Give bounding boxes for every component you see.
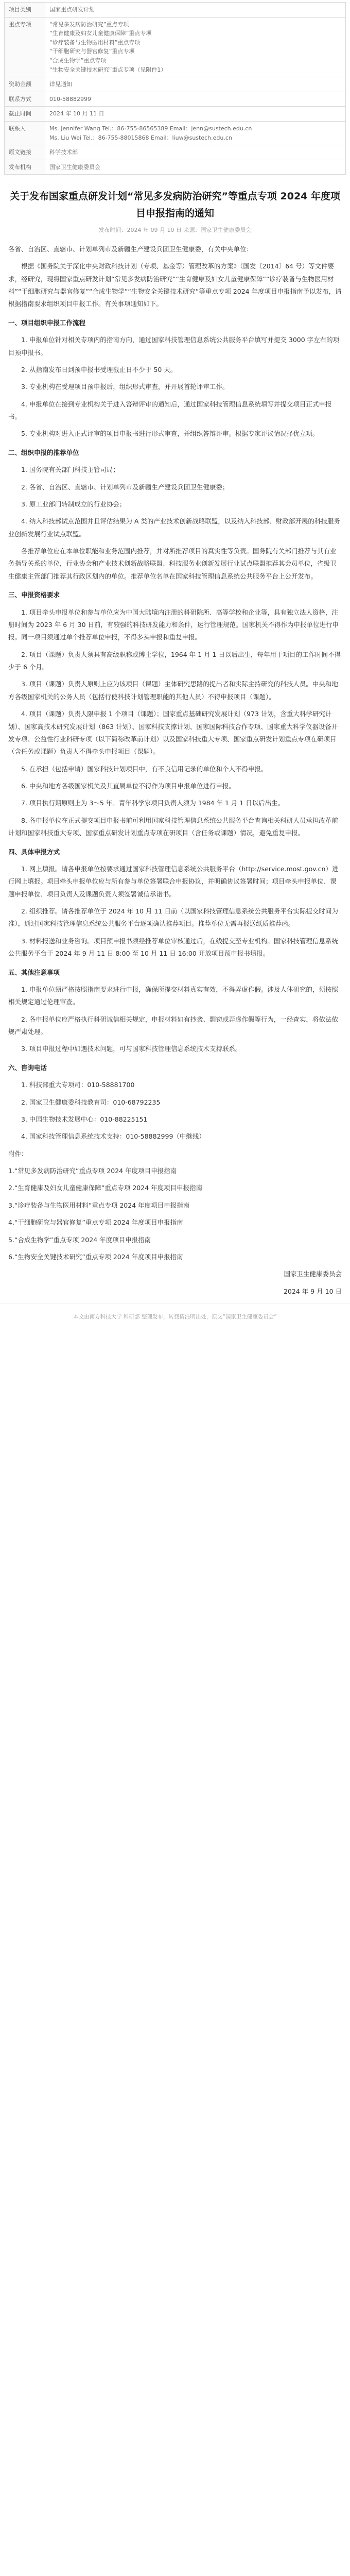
body-paragraph: 1. 项目牵头申报单位和参与单位应为中国大陆境内注册的科研院所、高等学校和企业等，具有独立法人资格，注册时间为 2023 年 6 月 30 日前，有较强的科技研发能力和条件，运行管理规范。国家机关不得作为申报单位进行申报。同一项目须通过单个推荐单位申报，不得多头申报和重复申报。 xyxy=(8,608,339,641)
body-paragraph: 3.“诊疗装备与生物医用材料”重点专项 2024 年度项目申报指南 xyxy=(8,1201,190,1209)
body-paragraph: 1.“常见多发病防治研究”重点专项 2024 年度项目申报指南 xyxy=(8,1167,177,1175)
body-paragraph: 1. 申报单位须严格按照指南要求进行申报，确保所提交材料真实有效，不得弄虚作假。涉及人体研究的，须按照相关规定通过伦理审查。 xyxy=(8,985,338,1006)
body-paragraph: 4. 申报单位在接到专业机构关于进入答辩评审的通知后，通过国家科技管理信息系统填写并提交项目正式申报书。 xyxy=(8,400,332,421)
body-paragraph: 5. 专业机构对进入正式评审的项目申报书进行形式审查，并组织答辩评审。根据专家评议情况择优立项。 xyxy=(21,430,319,438)
notice-title: 关于发布国家重点研发计划“常见多发病防治研究”等重点专项 2024 年度项目申报指南的通知 xyxy=(9,191,341,219)
meta-key: 联系方式 xyxy=(5,92,45,107)
body-paragraph: 根据《国务院关于深化中央财政科技计划（专项、基金等）管理改革的方案》（国发〔2014〕64 号）等文件要求，经研究，现将国家重点研发计划“常见多发病防治研究”“生育健康及妇女儿童健康保障”“诊疗装备与生物医用材料”“干细胞研究与器官修复”“合成生物学”“生物安全关键技术研究”等重点专项 2024 年度项目申报指南予以发布，请根据指南要求组织项目申报工作。有关事项通知如下。 xyxy=(8,262,342,308)
meta-key: 原文链接 xyxy=(5,145,45,160)
meta-row xyxy=(5,17,346,77)
body-paragraph: 3. 原工业部门转制成立的行业协会； xyxy=(21,500,126,508)
body-paragraph: 1. 申报单位针对相关专项内的指南方向，通过国家科技管理信息系统公共服务平台填写并提交 3000 字左右的项目预申报书。 xyxy=(8,336,340,357)
body-paragraph: 2.“生育健康及妇女儿童健康保障”重点专项 2024 年度项目申报指南 xyxy=(8,1184,203,1192)
body-paragraph: 2. 项目（课题）负责人须具有高级职称或博士学位，1964 年 1 月 1 日以后出生，每年用于项目的工作时间不得少于 6 个月。 xyxy=(8,650,341,671)
section-heading: 四、具体申报方式 xyxy=(8,848,60,856)
meta-row xyxy=(5,3,346,18)
meta-row xyxy=(5,121,346,145)
body-paragraph: 各省、自治区、直辖市、计划单列市及新疆生产建设兵团卫生健康委，有关中央单位： xyxy=(8,245,253,253)
body-paragraph: 4.“干细胞研究与器官修复”重点专项 2024 年度项目申报指南 xyxy=(8,1218,183,1227)
body-paragraph: 1. 国务院有关部门科技主管司局； xyxy=(21,466,119,474)
meta-value: “常见多发病防治研究”重点专项 “生育健康及妇女儿童健康保障”重点专项 “诊疗装备与生物医用材料”重点专项 “干细胞研究与器官修复”重点专项 “合成生物学”重点专项 “生物安全关键技术研究”重点专项（见附件1） xyxy=(45,17,346,77)
meta-value: Ms. Jennifer Wang Tel.：86-755-86565389 Email：jenn@sustech.edu.cn Ms. Liu Wei Tel.：86-755-88015868 Email：liuw@sustech.edu.cn xyxy=(45,121,346,145)
meta-key: 截止时间 xyxy=(5,107,45,122)
body-paragraph: 附件： xyxy=(8,1149,28,1158)
body-paragraph: 3. 项目申报过程中如遇技术问题，可与国家科技管理信息系统技术支持联系。 xyxy=(21,1045,242,1053)
notice-body xyxy=(0,243,350,1298)
body-paragraph: 5. 在承担（包括申请）国家科技计划项目中，有不良信用记录的单位和个人不得申报。 xyxy=(21,765,268,773)
body-paragraph: 各推荐单位应在本单位职能和业务范围内推荐，并对所推荐项目的真实性等负责。国务院有关部门推荐与其有业务指导关系的单位，行业协会和产业技术创新战略联盟、科技服务业创新发展行业试点联盟推荐其会员单位，省级卫生健康主管部门推荐其行政区划内的单位。推荐单位名单在国家科技管理信息系统公共服务平台上公开发布。 xyxy=(8,547,337,580)
meta-value: 2024 年 10 月 11 日 xyxy=(45,107,346,122)
section-heading: 六、咨询电话 xyxy=(8,1063,47,1072)
body-paragraph: 4. 纳入科技部试点范围并且评估结果为 A 类的产业技术创新战略联盟，以及纳入科技部、财政部开展的科技服务业创新发展行业试点联盟。 xyxy=(8,517,340,538)
meta-key: 联系人 xyxy=(5,121,45,145)
meta-key: 项目类别 xyxy=(5,3,45,18)
body-paragraph: 2. 从指南发布日到预申报书受理截止日不少于 50 天。 xyxy=(21,365,177,374)
publish-date: 发布时间：2024 年 09 月 10 日 来源：国家卫生健康委员会 xyxy=(98,226,252,233)
meta-key: 重点专项 xyxy=(5,17,45,77)
body-paragraph: 2. 各省、自治区、直辖市、计划单列市及新疆生产建设兵团卫生健康委； xyxy=(21,483,229,491)
page-footer: 本文由南方科技大学 科研部 整理发布，转载请注明出处，原文“国家卫生健康委员会” xyxy=(0,1303,350,1331)
body-paragraph: 3. 项目（课题）负责人原则上应为该项目（课题）主体研究思路的提出者和实际主持研究的科技人员。中央和地方各级国家机关的公务人员（包括行使科技计划管理职能的其他人员）不得申报项目（课题）。 xyxy=(8,680,338,701)
project-meta-table xyxy=(4,2,346,175)
body-paragraph: 2. 各申报单位应严格执行科研诚信相关规定，申报材料如有抄袭、剽窃或弄虚作假等行为，一经查实，将依法依规严肃处理。 xyxy=(8,1015,338,1036)
body-paragraph: 1. 网上填报。请各申报单位按要求通过国家科技管理信息系统公共服务平台（http://service.most.gov.cn）进行网上填报。项目牵头申报单位应与所有参与单位签署联合申报协议，并明确协议签署时间；项目牵头申报单位、课题申报单位、项目负责人及课题负责人须签署诚信承诺书。 xyxy=(8,865,339,898)
meta-row xyxy=(5,77,346,92)
body-paragraph: 5.“合成生物学”重点专项 2024 年度项目申报指南 xyxy=(8,1235,151,1244)
section-heading: 一、项目组织申报工作流程 xyxy=(8,318,86,327)
meta-value: 科学技术部 xyxy=(45,145,346,160)
meta-row xyxy=(5,160,346,175)
body-paragraph: 2. 国家卫生健康委科技教育司：010-68792235 xyxy=(21,1098,161,1106)
body-paragraph: 国家卫生健康委员会 xyxy=(284,1270,342,1278)
meta-row xyxy=(5,145,346,160)
meta-row xyxy=(5,92,346,107)
body-paragraph: 6.“生物安全关键技术研究”重点专项 2024 年度项目申报指南 xyxy=(8,1252,183,1261)
body-paragraph: 8. 各申报单位在正式提交项目申报书前可利用国家科技管理信息系统公共服务平台查询相关科研人员承担改革前计划和国家科技重大专项、国家重点研发计划重点专项在研项目（含任务或课题）情况，避免重复申报。 xyxy=(8,816,338,837)
body-paragraph: 3. 专业机构在受理项目预申报后，组织形式审查，并开展首轮评审工作。 xyxy=(21,383,229,391)
body-paragraph: 2. 组织推荐。请各推荐单位于 2024 年 10 月 11 日前（以国家科技管理信息系统公共服务平台实际提交时间为准），通过国家科技管理信息系统公共服务平台逐项确认推荐项目。推荐单位无需再报送纸质推荐函。 xyxy=(8,907,338,928)
body-paragraph: 3. 中国生物技术发展中心：010-88225151 xyxy=(21,1115,148,1123)
meta-key: 资助金额 xyxy=(5,77,45,92)
body-paragraph: 4. 项目（课题）负责人限申报 1 个项目（课题）；国家重点基础研究发展计划（973 计划，含重大科学研究计划）、国家高技术研究发展计划（863 计划）、国家科技支撑计划、国家国际科技合作专项、国家重大科学仪器设备开发专项、公益性行业科研专项（以下简称改革前计划）以及国家科技重大专项、国家重点研发计划重点专项在研项目（含任务或课题）负责人不得牵头申报项目（课题）。 xyxy=(8,710,338,756)
meta-value: 详见通知 xyxy=(45,77,346,92)
body-paragraph: 3. 材料报送和业务咨询。项目预申报书须经推荐单位审核通过后，在线提交至专业机构。国家科技管理信息系统公共服务平台于 2024 年 9 月 11 日 8:00 至 10 月 11 日 16:00 开放项目预申报书填报。 xyxy=(8,937,338,958)
meta-value: 国家重点研发计划 xyxy=(45,3,346,18)
meta-value: 国家卫生健康委员会 xyxy=(45,160,346,175)
body-paragraph: 4. 国家科技管理信息系统技术支持：010-58882999（中继线） xyxy=(21,1132,205,1141)
meta-key: 发布机构 xyxy=(5,160,45,175)
section-heading: 五、其他注意事项 xyxy=(8,968,60,976)
body-paragraph: 7. 项目执行期原则上为 3～5 年。青年科学家项目负责人须为 1984 年 1 月 1 日以后出生。 xyxy=(21,799,285,807)
meta-value: 010-58882999 xyxy=(45,92,346,107)
body-paragraph: 6. 中央和地方各级国家机关及其直属单位不得作为项目申报单位进行申报。 xyxy=(21,782,235,790)
body-paragraph: 2024 年 9 月 10 日 xyxy=(283,1287,342,1295)
section-heading: 三、申报资格要求 xyxy=(8,591,60,599)
body-paragraph: 1. 科技部重大专项司：010-58881700 xyxy=(21,1081,135,1089)
section-heading: 二、组织申报的推荐单位 xyxy=(8,448,79,456)
meta-row xyxy=(5,107,346,122)
